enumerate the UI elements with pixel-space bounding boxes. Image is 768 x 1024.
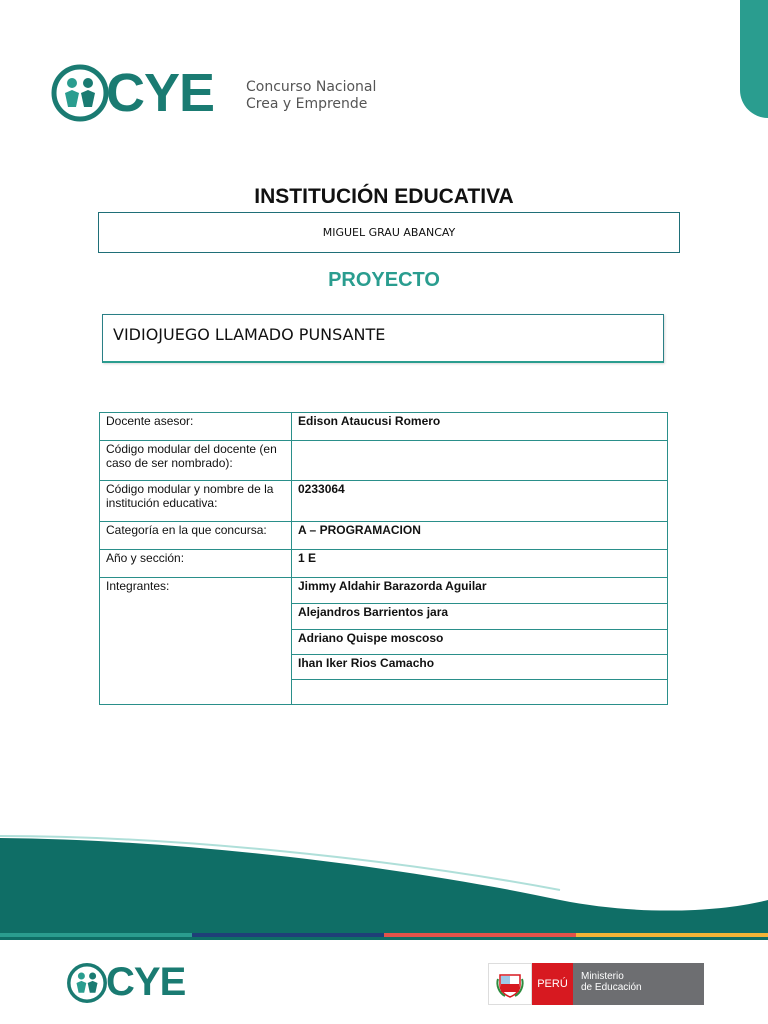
cye-footer-text: CYE [106,960,186,1004]
table-row [100,578,668,604]
logo-subtitle-line1: Concurso Nacional [246,79,377,95]
member-name: Jimmy Aldahir Barazorda Aguilar [292,578,668,604]
row-value: 1 E [292,550,668,578]
logo-subtitle-line2: Crea y Emprende [246,96,368,112]
institution-heading: INSTITUCIÓN EDUCATIVA [254,185,514,208]
corner-decoration [740,0,768,118]
row-value [292,441,668,481]
color-bar-yellow [576,933,768,937]
row-label: Año y sección: [100,550,292,578]
peru-label: PERÚ [532,963,573,1005]
cye-logo-header [50,63,410,125]
children-logo-icon [66,962,108,1004]
cye-logo-text: CYE [106,63,215,123]
project-name-box [102,314,664,363]
table-row [100,550,668,578]
table-row [100,441,668,481]
color-bar-blue [192,933,384,937]
color-bar-red [384,933,576,937]
row-value: 0233064 [292,481,668,522]
row-value: A – PROGRAMACION [292,522,668,550]
table-row [100,481,668,522]
ministry-line1: Ministerio [581,971,624,982]
shield-icon [495,969,525,999]
children-logo-icon [50,63,110,123]
member-name: Alejandros Barrientos jara [292,604,668,630]
coat-of-arms-icon [488,963,532,1005]
members-label: Integrantes: [100,578,292,705]
institution-name: MIGUEL GRAU ABANCAY [322,226,456,239]
project-heading: PROYECTO [328,269,440,291]
ministry-line2: de Educación [581,982,642,993]
row-label: Código modular del docente (en caso de ser nombrado): [100,441,292,481]
footer-wave [0,830,768,940]
color-bar-teal [0,933,192,937]
member-name: Ihan Iker Rios Camacho [292,655,668,680]
project-name: VIDIOJUEGO LLAMADO PUNSANTE [113,325,386,344]
footer-color-bar [0,933,768,937]
row-value: Edison Ataucusi Romero [292,413,668,441]
ministry-logo [488,963,704,1005]
info-table [99,412,668,705]
table-row [100,413,668,441]
table-row [100,522,668,550]
row-label: Categoría en la que concursa: [100,522,292,550]
ministry-name [573,963,704,1005]
institution-name-box [98,212,680,253]
row-label: Docente asesor: [100,413,292,441]
cye-logo-footer [66,960,206,1004]
row-label: Código modular y nombre de la institución educativa: [100,481,292,522]
member-name [292,680,668,705]
member-name: Adriano Quispe moscoso [292,630,668,655]
